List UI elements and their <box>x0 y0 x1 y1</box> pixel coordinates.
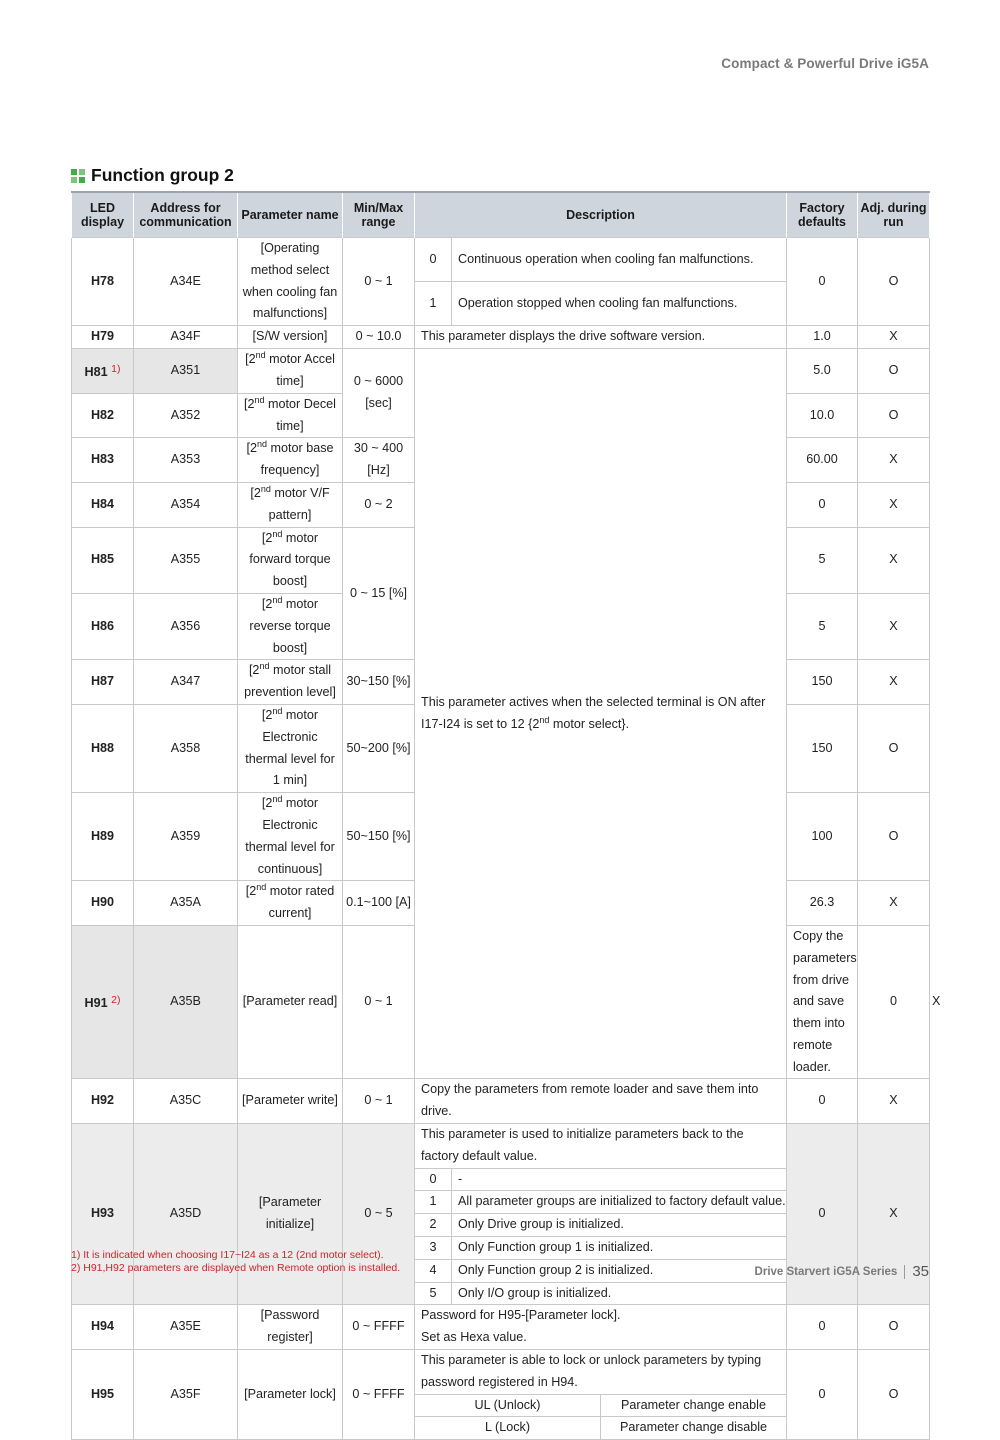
option-value: Only Function group 1 is initialized. <box>452 1237 787 1260</box>
option-list <box>415 1168 786 1305</box>
option-key: 1 <box>415 1191 452 1214</box>
parameter-name: [S/W version] <box>238 326 343 349</box>
option-value: Only Function group 2 is initialized. <box>452 1259 787 1282</box>
adj-during-run: X <box>858 527 930 593</box>
range: 0 ~ FFFF <box>343 1305 415 1350</box>
range: 30~150 [%] <box>343 660 415 705</box>
footnotes <box>71 1249 400 1275</box>
adj-during-run: O <box>858 704 930 792</box>
description <box>415 1305 787 1350</box>
range: 0 ~ 10.0 <box>343 326 415 349</box>
option-key: 1 <box>415 282 452 326</box>
adj-during-run: O <box>858 393 930 438</box>
option-row <box>415 1394 786 1417</box>
led-code: H92 <box>72 1079 134 1124</box>
adj-during-run: X <box>858 660 930 705</box>
adj-during-run: X <box>858 881 930 926</box>
option-key: 0 <box>415 238 452 282</box>
brand-header: Compact & Powerful Drive iG5A <box>721 56 929 71</box>
factory-default: 150 <box>787 660 858 705</box>
parameter-name: [Password register] <box>238 1305 343 1350</box>
col-adj-during-run: Adj. during run <box>858 192 930 238</box>
range: 30 ~ 400 [Hz] <box>343 438 415 483</box>
section-heading <box>71 165 234 186</box>
adj-during-run: X <box>858 438 930 483</box>
description: This parameter actives when the selected terminal is ON after I17-I24 is set to 12 {2nd motor select}. <box>415 349 787 1079</box>
option-key: 2 <box>415 1214 452 1237</box>
parameter-name: [2nd motor Decel time] <box>238 393 343 438</box>
option-value: All parameter groups are initialized to factory default value. <box>452 1191 787 1214</box>
footnote-1: 1) It is indicated when choosing I17~I24 as a 12 (2nd motor select). <box>71 1249 384 1261</box>
factory-default: 5 <box>787 593 858 659</box>
led-code: H90 <box>72 881 134 926</box>
range: 0 ~ 6000 [sec] <box>343 349 415 438</box>
led-code: H88 <box>72 704 134 792</box>
adj-during-run: O <box>858 793 930 881</box>
led-code: H79 <box>72 326 134 349</box>
parameter-name: [2nd motor reverse torque boost] <box>238 593 343 659</box>
address: A355 <box>134 527 238 593</box>
range: 0 ~ 2 <box>343 482 415 527</box>
adj-during-run: O <box>858 1350 930 1440</box>
table-row-h79 <box>72 326 930 349</box>
col-factory-defaults: Factory defaults <box>787 192 858 238</box>
footnote-ref: 1) <box>111 362 121 375</box>
option-row <box>415 1259 786 1282</box>
table-row-h91: H91 $^{2)}$ A35B [Parameter read] 0 ~ 1 Copy the parameters from drive and save them into remote loader. 0 X <box>72 925 930 1079</box>
option-key: UL (Unlock) <box>415 1394 601 1417</box>
parameter-name: [Parameter write] <box>238 1079 343 1124</box>
factory-default: 0 <box>787 1079 858 1124</box>
table-row-h94 <box>72 1305 930 1350</box>
factory-default: 0 <box>787 238 858 326</box>
factory-default: 26.3 <box>787 881 858 926</box>
led-code: H81 $^{1)}$ <box>72 349 134 394</box>
footer-divider <box>904 1265 905 1279</box>
adj-during-run: X <box>858 1079 930 1124</box>
option-value: - <box>452 1168 787 1191</box>
parameter-name: [2nd motor forward torque boost] <box>238 527 343 593</box>
col-address: Address for communication <box>134 192 238 238</box>
option-row <box>415 1214 786 1237</box>
footer-series: Drive Starvert iG5A Series <box>754 1265 898 1278</box>
factory-default: 5.0 <box>787 349 858 394</box>
address: A359 <box>134 793 238 881</box>
address: A35E <box>134 1305 238 1350</box>
address: A353 <box>134 438 238 483</box>
address: A35C <box>134 1079 238 1124</box>
option-key: L (Lock) <box>415 1417 601 1439</box>
range: 0 ~ 5 <box>343 1124 415 1305</box>
address: A35F <box>134 1350 238 1440</box>
option-row <box>415 1237 786 1260</box>
parameter-name: [Operating method select when cooling fan malfunctions] <box>238 238 343 326</box>
parameter-name: [2nd motor base frequency] <box>238 438 343 483</box>
adj-during-run: X <box>858 482 930 527</box>
range: 0 ~ 1 <box>343 238 415 326</box>
address: A356 <box>134 593 238 659</box>
address: A351 <box>134 349 238 394</box>
option-row <box>415 238 786 282</box>
option-row <box>415 1417 786 1439</box>
option-row <box>415 282 786 326</box>
address: A354 <box>134 482 238 527</box>
description <box>415 238 787 326</box>
parameter-name: [2nd motor Electronic thermal level for continuous] <box>238 793 343 881</box>
option-key: 5 <box>415 1282 452 1304</box>
address: A34F <box>134 326 238 349</box>
factory-default: 1.0 <box>787 326 858 349</box>
address: A35B <box>134 925 238 1079</box>
led-code: H86 <box>72 593 134 659</box>
range: 0.1~100 [A] <box>343 881 415 926</box>
factory-default: 0 <box>858 925 930 1079</box>
option-key: 3 <box>415 1237 452 1260</box>
led-code: H91 $^{2)}$ <box>72 925 134 1079</box>
led-code: H83 <box>72 438 134 483</box>
parameter-name: [2nd motor stall prevention level] <box>238 660 343 705</box>
range: 0 ~ 15 [%] <box>343 527 415 660</box>
factory-default: 0 <box>787 1350 858 1440</box>
range: 50~200 [%] <box>343 704 415 792</box>
description: Copy the parameters from drive and save them into remote loader. <box>787 925 858 1079</box>
description-line: Password for H95-[Parameter lock]. <box>421 1308 621 1323</box>
parameter-name: [2nd motor Electronic thermal level for 1 min] <box>238 704 343 792</box>
parameter-name: [2nd motor Accel time] <box>238 349 343 394</box>
range: 0 ~ FFFF <box>343 1350 415 1440</box>
factory-default: 10.0 <box>787 393 858 438</box>
parameter-name: [2nd motor V/F pattern] <box>238 482 343 527</box>
range: 0 ~ 1 <box>343 1079 415 1124</box>
table-row-h78 <box>72 238 930 326</box>
address: A352 <box>134 393 238 438</box>
option-key: 0 <box>415 1168 452 1191</box>
option-value: Parameter change disable <box>601 1417 787 1439</box>
address: A35A <box>134 881 238 926</box>
address: A35D <box>134 1124 238 1305</box>
green-squares-icon <box>71 169 85 183</box>
col-range: Min/Max range <box>343 192 415 238</box>
description-text: This parameter is used to initialize parameters back to the factory default value. <box>421 1127 744 1163</box>
page-footer <box>755 1263 929 1280</box>
description-line: Set as Hexa value. <box>421 1330 527 1345</box>
adj-during-run: X <box>858 1124 930 1305</box>
description: This parameter displays the drive software version. <box>415 326 787 349</box>
table-row-h81 <box>72 349 930 394</box>
description <box>415 1350 787 1440</box>
description <box>415 1124 787 1305</box>
option-value: Parameter change enable <box>601 1394 787 1417</box>
description: Copy the parameters from remote loader and save them into drive. <box>415 1079 787 1124</box>
lock-option-list <box>415 1394 786 1440</box>
led-code: H78 <box>72 238 134 326</box>
range: 50~150 [%] <box>343 793 415 881</box>
option-value: Continuous operation when cooling fan malfunctions. <box>452 238 787 282</box>
led-code: H84 <box>72 482 134 527</box>
adj-during-run: O <box>858 238 930 326</box>
option-value: Only Drive group is initialized. <box>452 1214 787 1237</box>
range: 0 ~ 1 <box>343 925 415 1079</box>
adj-during-run: X <box>858 326 930 349</box>
option-row <box>415 1168 786 1191</box>
table-row-h95 <box>72 1350 930 1440</box>
col-description: Description <box>415 192 787 238</box>
factory-default: 0 <box>787 1124 858 1305</box>
parameter-name: [2nd motor rated current] <box>238 881 343 926</box>
parameter-name: [Parameter read] <box>238 925 343 1079</box>
footnote-2: 2) H91,H92 parameters are displayed when Remote option is installed. <box>71 1262 401 1274</box>
section-title: Function group 2 <box>91 165 234 185</box>
parameter-name: [Parameter initialize] <box>238 1124 343 1305</box>
led-code: H95 <box>72 1350 134 1440</box>
option-row <box>415 1282 786 1304</box>
led-code: H94 <box>72 1305 134 1350</box>
address: A34E <box>134 238 238 326</box>
table-row-h92 <box>72 1079 930 1124</box>
option-value: Only I/O group is initialized. <box>452 1282 787 1304</box>
factory-default: 100 <box>787 793 858 881</box>
factory-default: 0 <box>787 482 858 527</box>
address: A347 <box>134 660 238 705</box>
parameter-name: [Parameter lock] <box>238 1350 343 1440</box>
adj-during-run: O <box>858 1305 930 1350</box>
col-parameter-name: Parameter name <box>238 192 343 238</box>
led-code: H87 <box>72 660 134 705</box>
adj-during-run: X <box>858 593 930 659</box>
option-value: Operation stopped when cooling fan malfunctions. <box>452 282 787 326</box>
factory-default: 150 <box>787 704 858 792</box>
description-text: This parameter is able to lock or unlock parameters by typing password registered in H94. <box>421 1353 762 1389</box>
led-code: H85 <box>72 527 134 593</box>
adj-during-run: O <box>858 349 930 394</box>
led-code: H93 <box>72 1124 134 1305</box>
option-key: 4 <box>415 1259 452 1282</box>
table-header-row <box>72 192 930 238</box>
page-number: 35 <box>912 1263 929 1280</box>
factory-default: 60.00 <box>787 438 858 483</box>
option-list <box>415 238 786 325</box>
led-code: H89 <box>72 793 134 881</box>
led-code: H82 <box>72 393 134 438</box>
option-row <box>415 1191 786 1214</box>
footnote-ref: 2) <box>111 993 121 1006</box>
factory-default: 0 <box>787 1305 858 1350</box>
factory-default: 5 <box>787 527 858 593</box>
col-led-display: LED display <box>72 192 134 238</box>
address: A358 <box>134 704 238 792</box>
